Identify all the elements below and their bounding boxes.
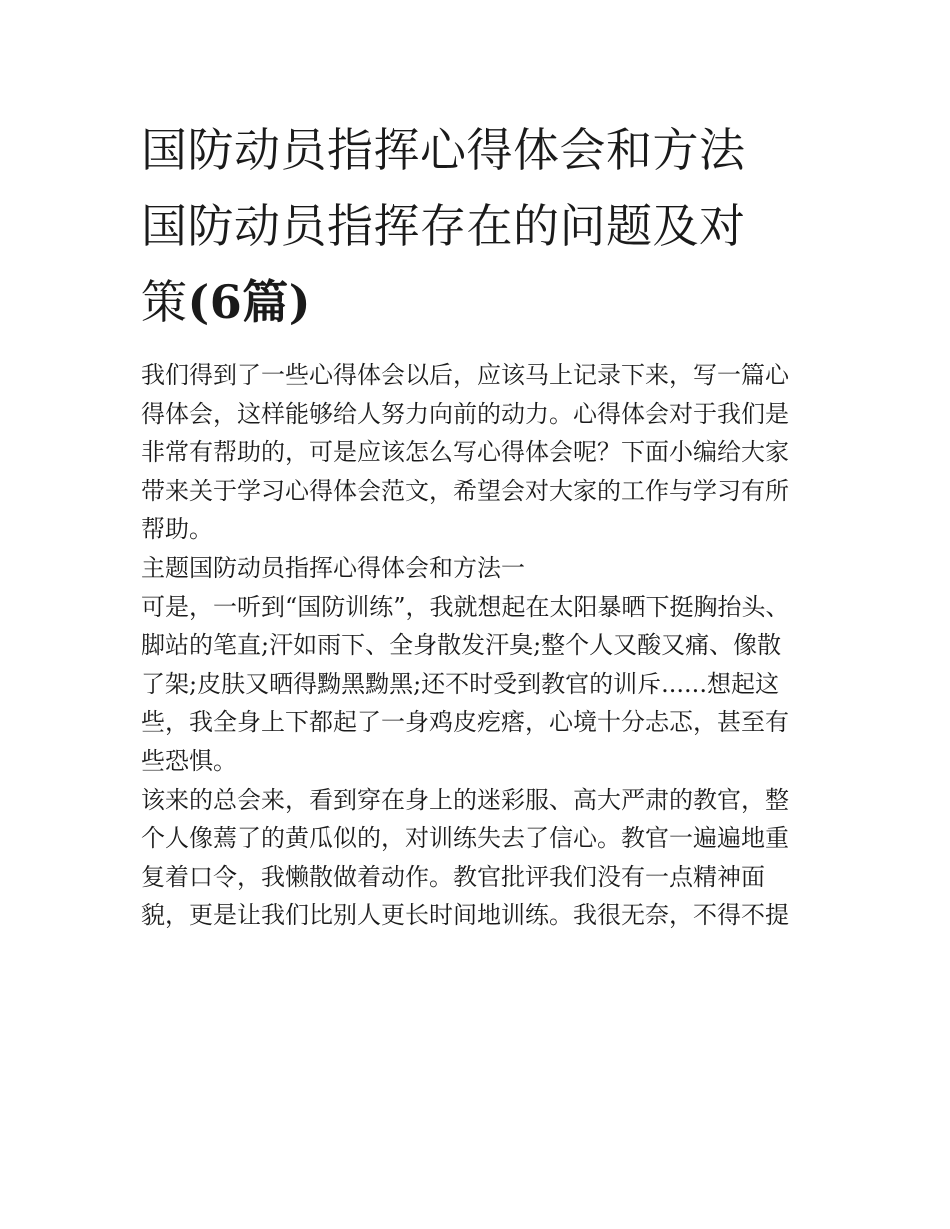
body-line: 复着口令，我懒散做着动作。教官批评我们没有一点精神面	[141, 862, 765, 891]
body-line: 帮助。	[141, 515, 213, 544]
title-line-last	[141, 264, 821, 340]
body-line: 可是，一听到“国防训练”，我就想起在太阳暴晒下挺胸抬头、	[141, 592, 790, 621]
document-content	[141, 112, 821, 935]
body-line: 貌，更是让我们比别人更长时间地训练。我很无奈，不得不提	[141, 901, 789, 930]
title-line: 国防动员指挥心得体会和方法	[141, 123, 746, 177]
body-line: 些恐惧。	[141, 746, 237, 775]
body-line: 非常有帮助的，可是应该怎么写心得体会呢？下面小编给大家	[141, 438, 789, 467]
document-title	[141, 112, 821, 340]
body-line: 得体会，这样能够给人努力向前的动力。心得体会对于我们是	[141, 399, 789, 428]
title-suffix: (6篇)	[187, 275, 312, 329]
title-line: 国防动员指挥存在的问题及对	[141, 199, 746, 253]
body-line: 该来的总会来，看到穿在身上的迷彩服、高大严肃的教官，整	[141, 785, 789, 814]
document-body	[141, 356, 821, 935]
body-line: 我们得到了一些心得体会以后，应该马上记录下来，写一篇心	[141, 361, 789, 389]
body-line: 个人像蔫了的黄瓜似的，对训练失去了信心。教官一遍遍地重	[141, 824, 789, 853]
body-line: 些，我全身上下都起了一身鸡皮疙瘩，心境十分忐忑，甚至有	[141, 708, 789, 737]
body-line: 了架;皮肤又晒得黝黑黝黑;还不时受到教官的训斥......想起这	[141, 669, 779, 698]
body-line: 带来关于学习心得体会范文，希望会对大家的工作与学习有所	[141, 476, 789, 505]
section-heading: 主题国防动员指挥心得体会和方法一	[141, 553, 525, 582]
body-line: 脚站的笔直;汗如雨下、全身散发汗臭;整个人又酸又痛、像散	[141, 631, 782, 660]
title-line-text: 策	[141, 275, 188, 329]
